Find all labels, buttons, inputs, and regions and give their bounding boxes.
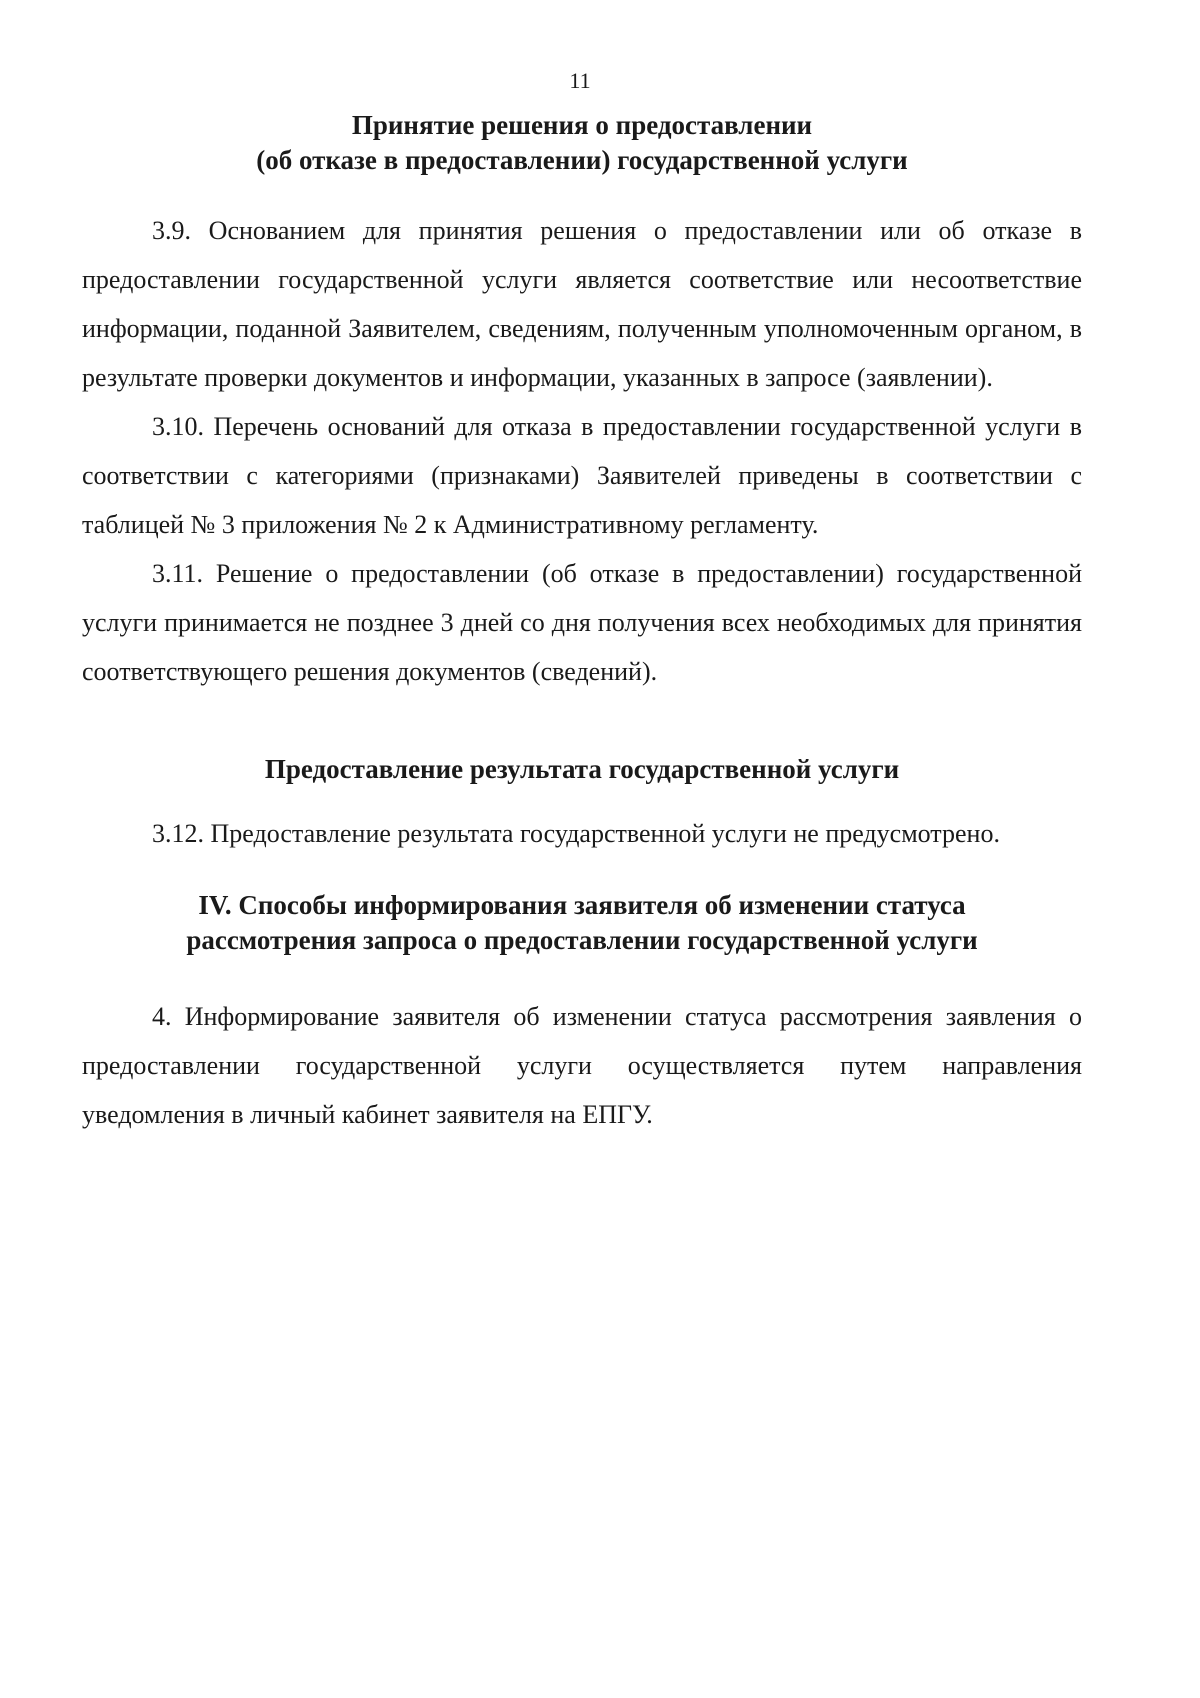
page-number: 11 (569, 68, 591, 93)
paragraph-3-10: 3.10. Перечень оснований для отказа в предоставлении государственной услуги в соответствии с категориями (признаками) Заявителей приведены в соответствии с таблицей № 3 приложения № 2 к Административному регламенту. (82, 412, 1082, 539)
heading-line: Принятие решения о предоставлении (351, 110, 813, 140)
heading-line: Предоставление результата государственной услуги (264, 754, 900, 784)
document-body (82, 108, 1082, 1139)
section-heading-result (82, 752, 1082, 787)
paragraph-4: 4. Информирование заявителя об изменении статуса рассмотрения заявления о предоставлении государственной услуги осуществляется путем направления уведомления в личный кабинет заявителя на ЕПГУ. (82, 1002, 1082, 1129)
paragraph-3-11: 3.11. Решение о предоставлении (об отказе в предоставлении) государственной услуги принимается не позднее 3 дней со дня получения всех необходимых для принятия соответствующего решения документов (сведений). (82, 559, 1082, 686)
paragraph-3-9: 3.9. Основанием для принятия решения о предоставлении или об отказе в предоставлении государственной услуги является соответствие или несоответствие информации, поданной Заявителем, сведениям, полученным уполномоченным органом, в результате проверки документов и информации, указанных в запросе (заявлении). (82, 216, 1082, 392)
paragraph-3-12: 3.12. Предоставление результата государственной услуги не предусмотрено. (152, 819, 1000, 848)
heading-line: (об отказе в предоставлении) государственной услуги (256, 145, 908, 175)
section-heading-informing (82, 888, 1082, 958)
heading-line: IV. Способы информирования заявителя об изменении статуса (198, 890, 966, 920)
section-heading-decision (82, 108, 1082, 178)
heading-line: рассмотрения запроса о предоставлении государственной услуги (186, 925, 978, 955)
